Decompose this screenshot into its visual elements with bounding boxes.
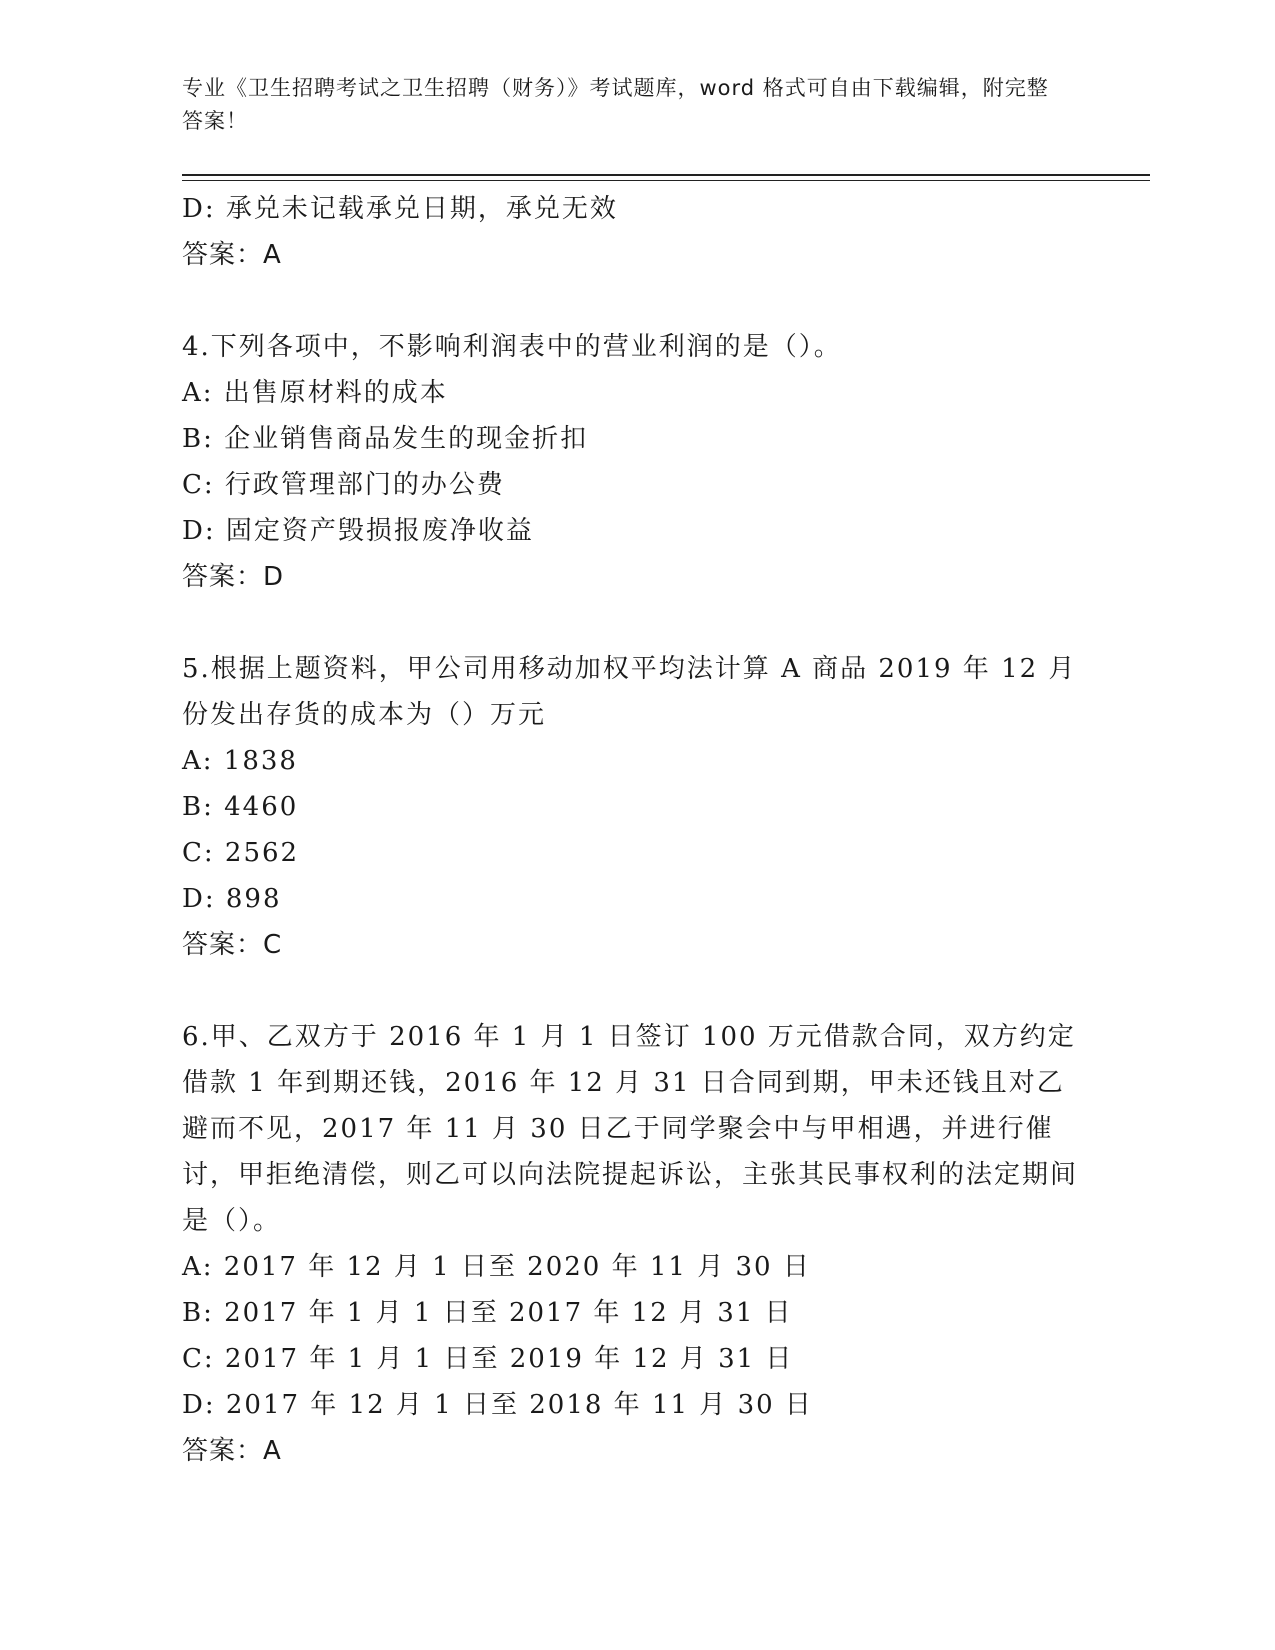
option-c: C: 行政管理部门的办公费	[182, 470, 505, 500]
question-5	[182, 646, 1082, 968]
option-a: A: 2017 年 12 月 1 日至 2020 年 11 月 30 日	[182, 1252, 811, 1282]
question-6	[182, 1014, 1082, 1474]
option-d: D: 898	[182, 884, 282, 914]
option-c: C: 2017 年 1 月 1 日至 2019 年 12 月 31 日	[182, 1344, 794, 1374]
spacer	[182, 278, 1082, 324]
header-rule-thick	[182, 174, 1150, 176]
question-content	[182, 186, 1082, 1474]
header-rule-thin	[182, 180, 1150, 181]
spacer	[182, 968, 1082, 1014]
question-stem: 5.根据上题资料，甲公司用移动加权平均法计算 A 商品 2019 年 12 月份发出存货的成本为（）万元	[182, 654, 1077, 730]
spacer	[182, 600, 1082, 646]
option-b: B: 4460	[182, 792, 299, 822]
question-stem: 4.下列各项中，不影响利润表中的营业利润的是（）。	[182, 332, 842, 362]
option-a: A: 1838	[182, 746, 298, 776]
document-header: 专业《卫生招聘考试之卫生招聘（财务）》考试题库，word 格式可自由下载编辑，附完整答案！	[182, 76, 1049, 133]
answer: 答案：A	[182, 1436, 282, 1466]
question-stem: 6.甲、乙双方于 2016 年 1 月 1 日签订 100 万元借款合同，双方约定借款 1 年到期还钱，2016 年 12 月 31 日合同到期，甲未还钱且对乙避而不见，2017 年 11 月 30 日乙于同学聚会中与甲相遇，并进行催讨，甲拒绝清偿，则乙可以向法院提起诉讼，主张其民事权利的法定期间是（）。	[182, 1022, 1079, 1236]
option-a: A: 出售原材料的成本	[182, 378, 448, 408]
answer: 答案：D	[182, 562, 285, 592]
option-b: B: 2017 年 1 月 1 日至 2017 年 12 月 31 日	[182, 1298, 793, 1328]
option-c: C: 2562	[182, 838, 300, 868]
carryover-answer: 答案：A	[182, 240, 282, 270]
option-d: D: 固定资产毁损报废净收益	[182, 516, 534, 546]
question-4	[182, 324, 1082, 600]
carryover-option-d: D: 承兑未记载承兑日期，承兑无效	[182, 194, 618, 224]
option-d: D: 2017 年 12 月 1 日至 2018 年 11 月 30 日	[182, 1390, 813, 1420]
option-b: B: 企业销售商品发生的现金折扣	[182, 424, 589, 454]
answer: 答案：C	[182, 930, 283, 960]
